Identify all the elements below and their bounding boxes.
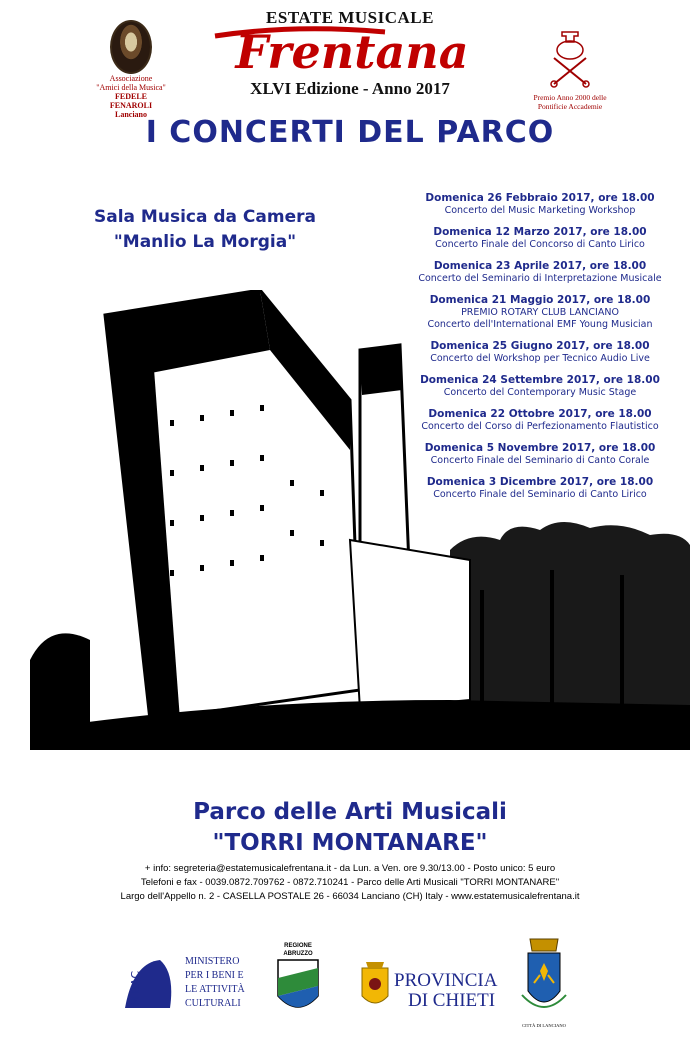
provincia-line: DI CHIETI <box>408 990 496 1011</box>
regione-line: REGIONE <box>284 943 312 949</box>
venue-block <box>40 205 370 255</box>
didactic-line: workshop, corsi, master class, stage e recording day <box>316 727 644 740</box>
concert-title: Concerto del Workshop per Tecnico Audio Live <box>430 353 650 364</box>
info-line: Largo dell'Appello n. 2 - CASELLA POSTALE 26 - 66034 Lanciano (CH) Italy - www.estatemusicalefrentana.it <box>120 891 580 902</box>
portrait-icon <box>110 20 152 74</box>
didactic-note <box>270 710 690 742</box>
mibac-abbr: MiBAC <box>129 970 142 1006</box>
venue-line: Sala Musica da Camera <box>94 207 316 227</box>
concert-title: Concerto del Contemporary Music Stage <box>443 387 637 398</box>
concert-title: Concerto del Corso di Perfezionamento Flautistico <box>421 421 659 432</box>
concert-date: Domenica 22 Ottobre 2017, ore 18.00 <box>428 408 652 420</box>
concert-title: Concerto Finale del Seminario di Canto Lirico <box>433 489 647 500</box>
regione-line: ABRUZZO <box>283 951 313 957</box>
park-name: "TORRI MONTANARE" <box>212 830 488 856</box>
concert-list <box>380 192 700 510</box>
citta-lanciano-logo <box>518 935 570 1030</box>
provincia-line: PROVINCIA <box>394 970 498 991</box>
list-item <box>380 408 700 433</box>
list-item <box>380 260 700 285</box>
concert-date: Domenica 12 Marzo 2017, ore 18.00 <box>433 226 647 238</box>
list-item <box>380 294 700 331</box>
mibac-line: LE ATTIVITÀ <box>185 984 245 995</box>
list-item <box>380 192 700 217</box>
info-line: + info: segreteria@estatemusicalefrentana.it - da Lun. a Ven. ore 9.30/13.00 - Posto unico: 5 euro <box>144 863 556 874</box>
mibac-line: PER I BENI E <box>185 970 244 981</box>
provincia-chieti-logo <box>358 958 498 1013</box>
papal-keys-icon <box>548 28 592 88</box>
info-line: Telefoni e fax - 0039.0872.709762 - 0872.710241 - Parco delle Arti Musicali "TORRI MONTANARE" <box>140 877 560 888</box>
list-item <box>380 374 700 399</box>
association-line: Lanciano <box>114 110 147 119</box>
concert-title: Concerto del Seminario di Interpretazione Musicale <box>418 273 662 284</box>
mibac-line: CULTURALI <box>185 998 241 1009</box>
association-line: Associazione <box>109 74 153 83</box>
concert-date: Domenica 24 Settembre 2017, ore 18.00 <box>420 374 660 386</box>
concert-date: Domenica 21 Maggio 2017, ore 18.00 <box>429 294 651 306</box>
brand-wordmark-icon <box>205 22 500 82</box>
park-line: Parco delle Arti Musicali <box>193 799 507 825</box>
association-logo <box>96 20 166 119</box>
list-item <box>380 442 700 467</box>
regional-shield-icon <box>272 938 324 1020</box>
concert-date: Domenica 3 Dicembre 2017, ore 18.00 <box>426 476 654 488</box>
concert-title: Concerto Finale del Seminario di Canto Corale <box>430 455 650 466</box>
concert-title: Concerto dell'International EMF Young Musician <box>427 319 653 330</box>
didactic-line: Concerti Didattici, collegati a seminari, conferenze <box>322 711 638 724</box>
concert-title: Concerto del Music Marketing Workshop <box>444 205 636 216</box>
mibac-logo <box>115 948 255 1018</box>
association-line: "Amici della Musica" <box>96 83 166 92</box>
concert-date: Domenica 5 Novembre 2017, ore 18.00 <box>424 442 656 454</box>
contact-info <box>0 862 700 904</box>
vatican-line: Premio Anno 2000 delle <box>533 93 607 102</box>
province-shield-icon <box>358 958 498 1013</box>
concert-title: PREMIO ROTARY CLUB LANCIANO <box>461 307 619 318</box>
concert-date: Domenica 26 Febbraio 2017, ore 18.00 <box>425 192 655 204</box>
brand-logo <box>205 22 500 82</box>
park-title <box>0 797 700 859</box>
concert-date: Domenica 23 Aprile 2017, ore 18.00 <box>433 260 647 272</box>
festival-name: ESTATE MUSICALE <box>266 8 434 27</box>
association-line: FEDELE FENAROLI <box>109 92 153 110</box>
edition-line: XLVI Edizione - Anno 2017 <box>250 79 450 98</box>
lanciano-label: CITTÀ DI LANCIANO <box>522 1023 566 1028</box>
brand-text: Frentana <box>235 25 469 79</box>
page-title: I CONCERTI DEL PARCO <box>145 115 555 150</box>
regione-abruzzo-logo <box>272 938 324 1020</box>
list-item <box>380 476 700 501</box>
vatican-logo <box>510 28 630 111</box>
list-item <box>380 226 700 251</box>
city-crest-icon <box>518 935 570 1030</box>
ministry-icon <box>115 948 255 1018</box>
concert-date: Domenica 25 Giugno 2017, ore 18.00 <box>430 340 650 352</box>
list-item <box>380 340 700 365</box>
vatican-line: Pontificie Accademie <box>537 102 603 111</box>
mibac-line: MINISTERO <box>185 956 240 967</box>
venue-name: "Manlio La Morgia" <box>113 232 297 252</box>
concert-title: Concerto Finale del Concorso di Canto Lirico <box>435 239 645 250</box>
